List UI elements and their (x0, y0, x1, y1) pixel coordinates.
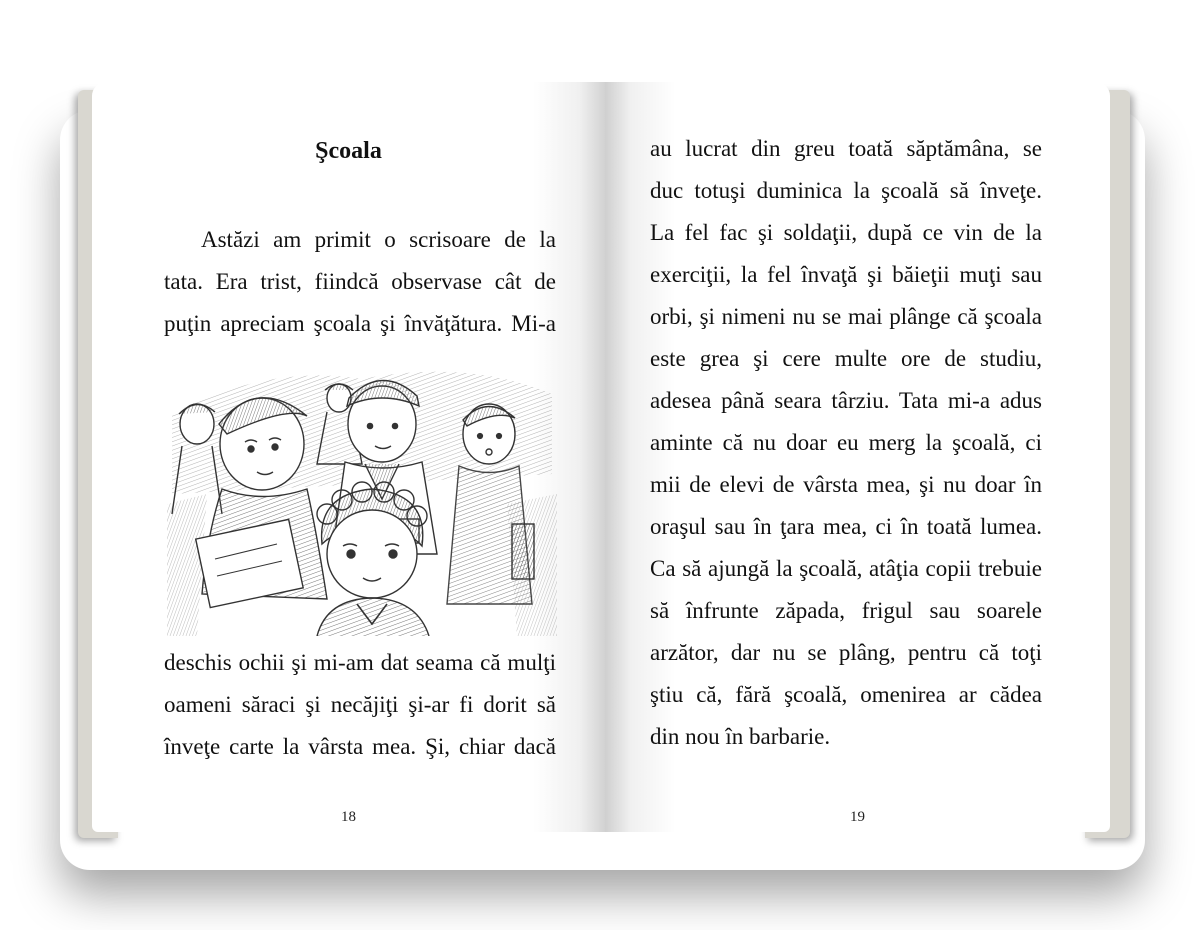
text-line: Ca să ajungă la şcoală, atâţia copii trebuie (650, 556, 1042, 581)
text-line: oameni săraci şi necăjiţi şi-ar fi dorit să (164, 692, 556, 717)
text-line: La fel fac şi soldaţii, după ce vin de la (650, 220, 1042, 245)
right-page (605, 82, 1110, 832)
text-line: au lucrat din greu toată săptămâna, se (650, 136, 1042, 161)
text-line: puţin apreciam şcoala şi învăţătura. Mi-a (164, 311, 556, 336)
text-line: exerciţii, la fel învaţă şi băieţii muţi sau (650, 262, 1042, 287)
page-number-left: 18 (341, 809, 356, 825)
text-line: aminte că nu doar eu merg la şcoală, ci (650, 430, 1042, 455)
page-number-right: 19 (850, 809, 865, 825)
text-line: adesea până seara târziu. Tata mi-a adus (650, 388, 1042, 413)
text-line: ştiu că, fără şcoală, omenirea ar cădea (650, 682, 1042, 707)
text-line: din nou în barbarie. (650, 724, 831, 749)
text-line: deschis ochii şi mi-am dat seama că mulţi (164, 650, 556, 675)
text-line: este grea şi cere multe ore de studiu, (650, 346, 1042, 371)
text-line: mii de elevi de vârsta mea, şi nu doar în (650, 472, 1042, 497)
text-line: arzător, dar nu se plâng, pentru că toţi (650, 640, 1042, 665)
text-line: înveţe carte la vârsta mea. Şi, chiar dacă (164, 734, 556, 759)
text-line: tata. Era trist, fiindcă observase cât de (164, 269, 556, 294)
text-line: oraşul sau în ţara mea, ci în toată lumea. (650, 514, 1042, 539)
children-sketch-illustration (167, 354, 557, 636)
chapter-title: Şcoala (315, 138, 382, 164)
text-line: duc totuşi duminica la şcoală să înveţe. (650, 178, 1042, 203)
text-line: orbi, şi nimeni nu se mai plânge că şcoala (650, 304, 1042, 329)
text-line: să înfrunte zăpada, frigul sau soarele (650, 598, 1042, 623)
text-line: Astăzi am primit o scrisoare de la (201, 227, 556, 252)
left-page (92, 82, 605, 832)
